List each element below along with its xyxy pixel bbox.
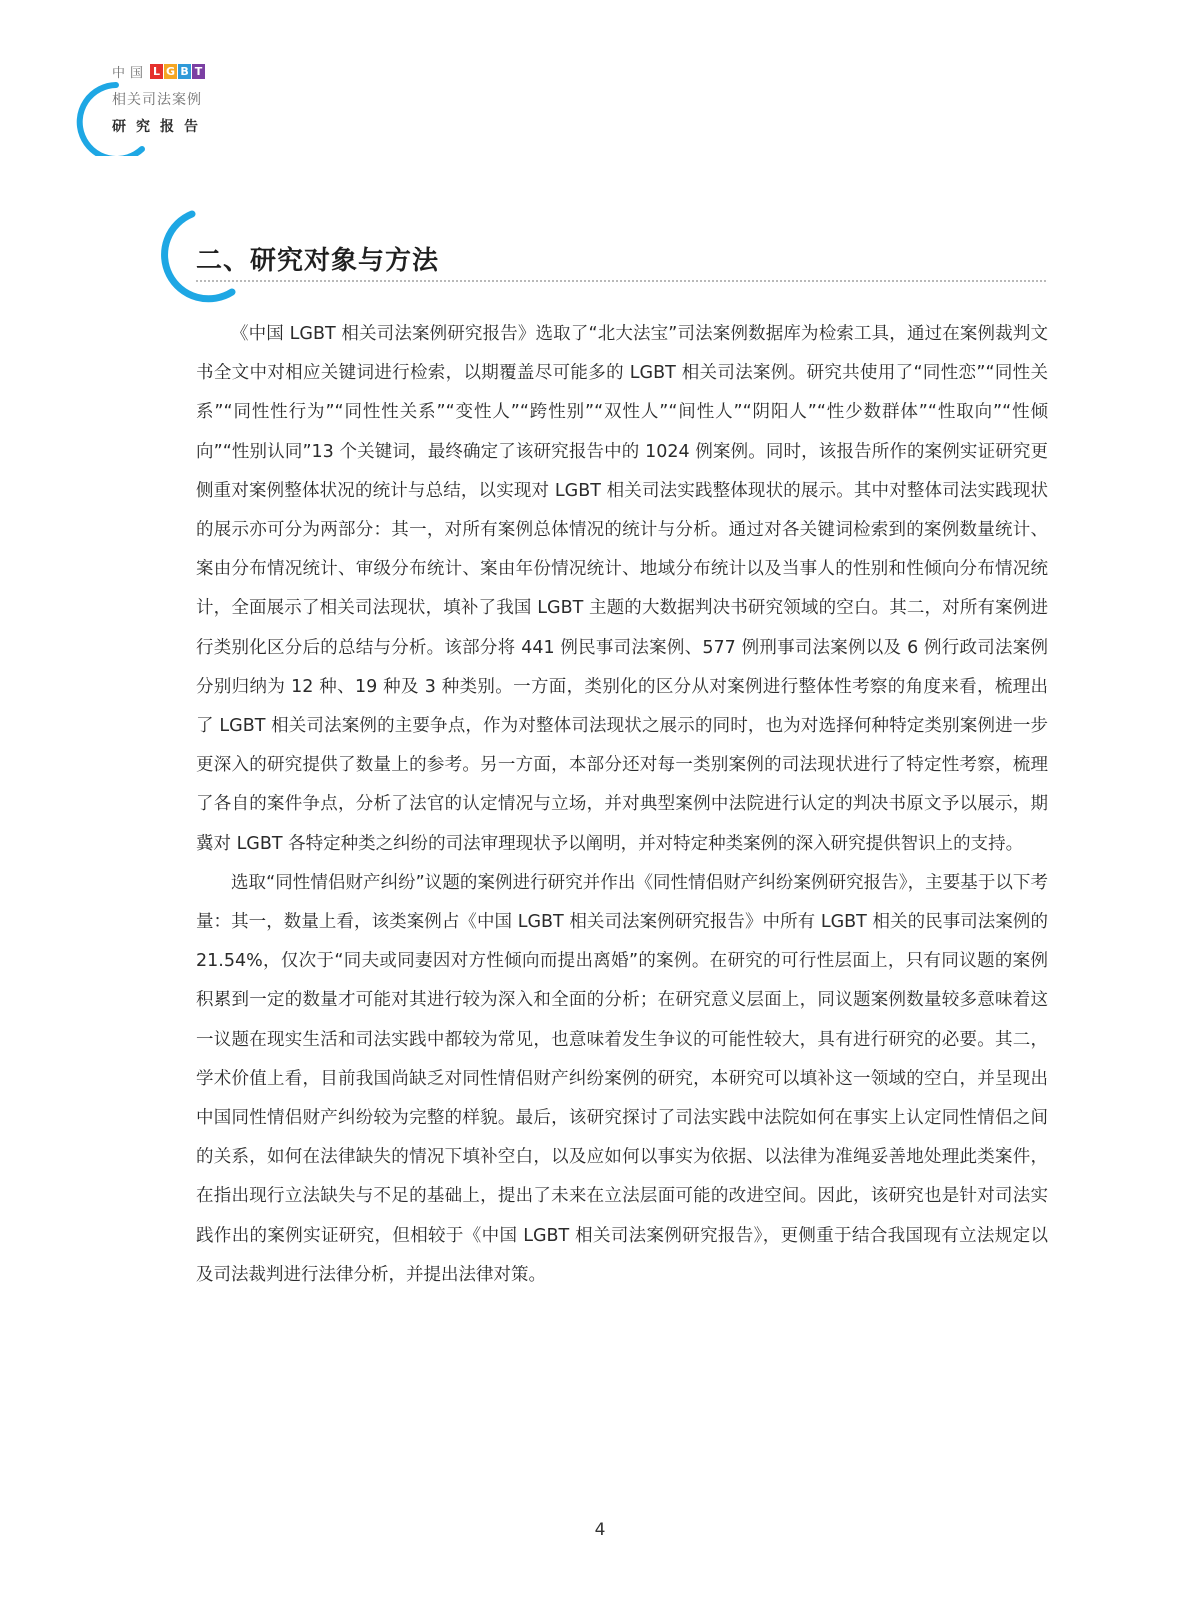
logo-country-text: 中国 xyxy=(112,66,149,81)
logo-lgbt-badge xyxy=(150,64,206,79)
section-divider xyxy=(196,280,1046,282)
paragraph: 选取“同性情侣财产纠纷”议题的案例进行研究并作出《同性情侣财产纠纷案例研究报告》，主要基于以下考量：其一，数量上看，该类案例占《中国 LGBT 相关司法案例研究报告》中所有 LGBT 相关的民事司法案例的 21.54%，仅次于“同夫或同妻因对方性倾向而提出离婚”的案例。在研究的可行性层面上，只有同议题的案例积累到一定的数量才可能对其进行较为深入和全面的分析；在研究意义层面上，同议题案例数量较多意味着这一议题在现实生活和司法实践中都较为常见，也意味着发生争议的可能性较大，具有进行研究的必要。其二，学术价值上看，目前我国尚缺乏对同性情侣财产纠纷案例的研究，本研究可以填补这一领域的空白，并呈现出中国同性情侣财产纠纷较为完整的样貌。最后，该研究探讨了司法实践中法院如何在事实上认定同性情侣之间的关系，如何在法律缺失的情况下填补空白，以及应如何以事实为依据、以法律为准绳妥善地处理此类案件，在指出现行立法缺失与不足的基础上，提出了未来在立法层面可能的改进空间。因此，该研究也是针对司法实践作出的案例实证研究，但相较于《中国 LGBT 相关司法案例研究报告》，更侧重于结合我国现有立法规定以及司法裁判进行法律分析，并提出法律对策。 xyxy=(196,872,1048,1285)
logo-letter: B xyxy=(178,64,191,79)
logo-title-line xyxy=(112,62,206,81)
logo-subtitle: 相关司法案例 xyxy=(112,92,202,108)
section-title: 二、研究对象与方法 xyxy=(196,246,440,276)
report-logo xyxy=(72,56,272,166)
body-content xyxy=(196,315,1048,1295)
paragraph: 《中国 LGBT 相关司法案例研究报告》选取了“北大法宝”司法案例数据库为检索工具，通过在案例裁判文书全文中对相应关键词进行检索，以期覆盖尽可能多的 LGBT 相关司法案例。研究共使用了“同性恋”“同性关系”“同性性行为”“同性性关系”“变性人”“跨性别”“双性人”“间性人”“阴阳人”“性少数群体”“性取向”“性倾向”“性别认同”13 个关键词，最终确定了该研究报告中的 1024 例案例。同时，该报告所作的案例实证研究更侧重对案例整体状况的统计与总结，以实现对 LGBT 相关司法实践整体现状的展示。其中对整体司法实践现状的展示亦可分为两部分：其一，对所有案例总体情况的统计与分析。通过对各关键词检索到的案例数量统计、案由分布情况统计、审级分布统计、案由年份情况统计、地域分布统计以及当事人的性别和性倾向分布情况统计，全面展示了相关司法现状，填补了我国 LGBT 主题的大数据判决书研究领域的空白。其二，对所有案例进行类别化区分后的总结与分析。该部分将 441 例民事司法案例、577 例刑事司法案例以及 6 例行政司法案例分别归纳为 12 种、19 种及 3 种类别。一方面，类别化的区分从对案例进行整体性考察的角度来看，梳理出了 LGBT 相关司法案例的主要争点，作为对整体司法现状之展示的同时，也为对选择何种特定类别案例进一步更深入的研究提供了数量上的参考。另一方面，本部分还对每一类别案例的司法现状进行了特定性考察，梳理了各自的案件争点，分析了法官的认定情况与立场，并对典型案例中法院进行认定的判决书原文予以展示，期冀对 LGBT 各特定种类之纠纷的司法审理现状予以阐明，并对特定种类案例的深入研究提供智识上的支持。 xyxy=(196,324,1048,854)
logo-letter: L xyxy=(150,64,163,79)
logo-report-label: 研究报告 xyxy=(112,119,208,135)
page-number: 4 xyxy=(594,1520,606,1540)
logo-letter: G xyxy=(166,65,176,78)
logo-letter: T xyxy=(192,64,205,79)
